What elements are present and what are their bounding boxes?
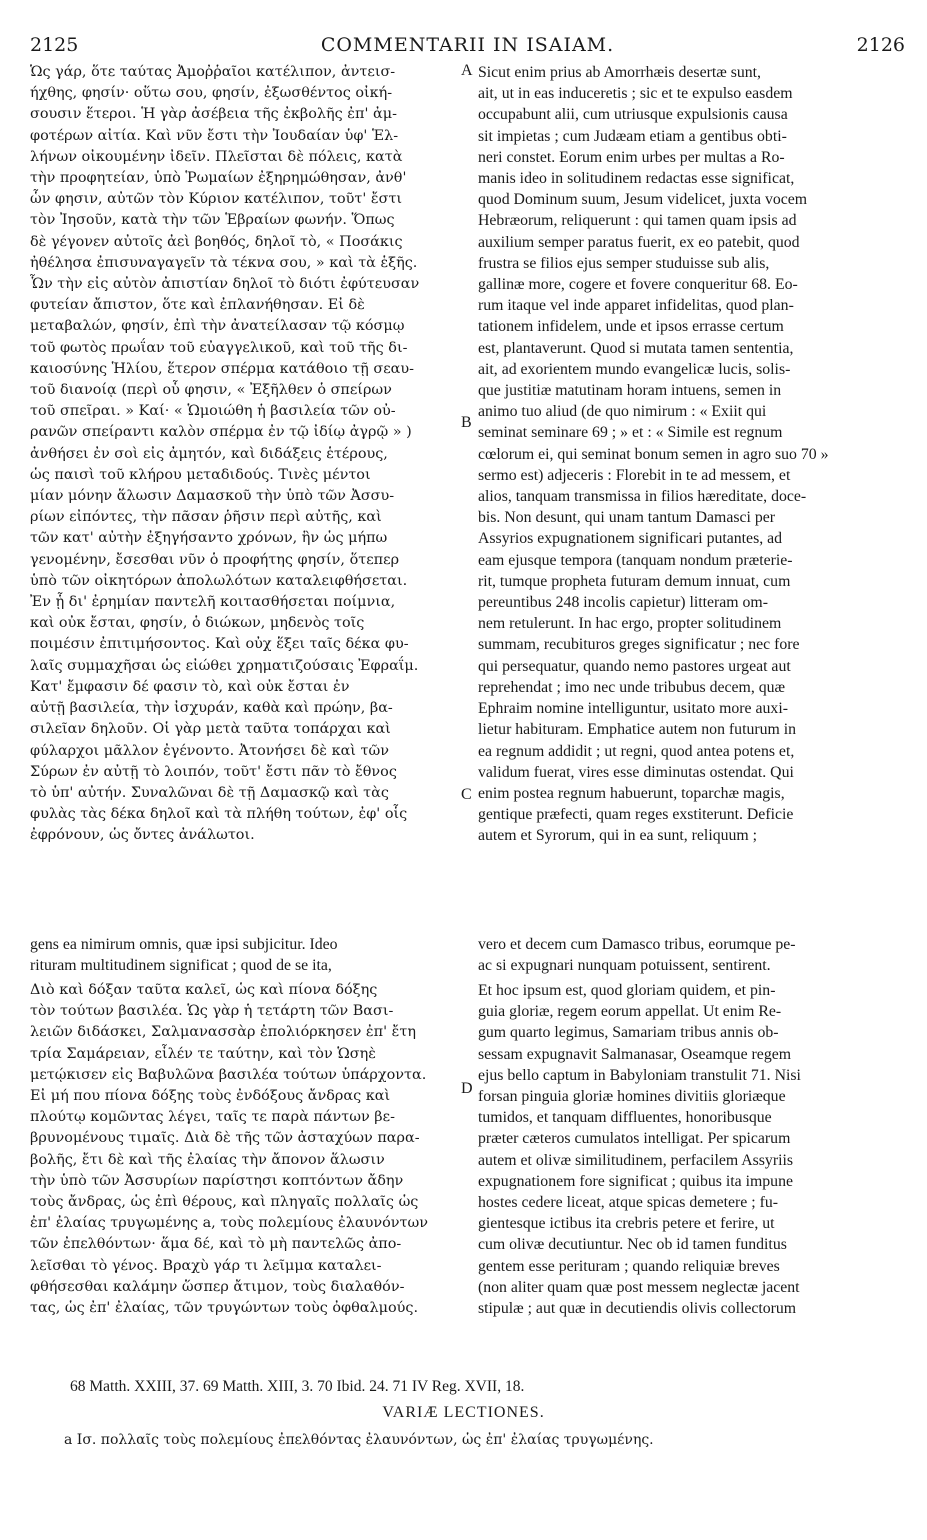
latin-text-line: neri constet. Eorum enim urbes per multas a Ro- <box>478 148 785 166</box>
latin-text-line: reprehendat ; imo nec unde tribubus decem, quæ <box>478 678 786 696</box>
margin-letter-c: C <box>461 786 472 803</box>
latin-text-line: Sicut enim prius ab Amorrhæis desertæ sunt, <box>478 64 762 81</box>
page-number-left: 2125 <box>30 34 79 56</box>
page-number-right: 2126 <box>856 34 905 56</box>
greek-text-line: τὸν Ἰησοῦν, κατὰ τὴν τῶν Ἑβραίων φωνήν. Ὅπως <box>30 212 395 229</box>
greek-text-line: τὸ ὑπ' αὐτήν. Συναλῶναι δὲ τῇ Δαμασκῷ καὶ τὰς <box>30 784 389 801</box>
margin-letter-a: A <box>461 62 473 79</box>
latin-text-line: ea regnum addidit ; ut regni, quod antea potens et, <box>478 742 795 760</box>
greek-text-line: σουσιν ἕτεροι. Ἡ γὰρ ἀσέβεια τῆς ἐκβολῆς ἐπ' ἀμ- <box>30 106 397 123</box>
latin-text-line: bis. Non desunt, qui unam tantum Damasci per <box>478 509 776 527</box>
latin-text-line: que justitiæ matutinam horam intuens, semen in <box>478 382 782 400</box>
latin-text-line: gentem esse perituram ; quando reliquiæ breves <box>478 1257 780 1275</box>
margin-letter-d: D <box>461 1080 473 1097</box>
latin-text-line: tationem infidelem, unde et ipsos errasse certum <box>478 318 784 336</box>
greek-text-line: φοτέρων αἰτία. Καὶ νῦν ἔστι τὴν Ἰουδαίαν ὑφ' Ἑλ- <box>30 127 399 144</box>
greek-text-line: αὐτῇ βασιλεία, τὴν ἰσχυράν, καθὰ καὶ πρώην, βα- <box>30 700 393 717</box>
fullwidth-line-2-left: rituram multitudinem significat ; quod de se ita, <box>30 957 332 974</box>
latin-text-line: pereuntibus 248 incolis capietur) litteram om- <box>478 594 768 612</box>
latin-text-line: qui persequatur, quando nemo pastores urgeat aut <box>478 657 791 675</box>
latin-text-line: auxilium semper paratus fuerit, ex eo patebit, quod <box>478 233 800 251</box>
greek-text-line: βρυνομένους τιμαῖς. Διὰ δὲ τῆς τῶν ἀσταχύων παρα- <box>30 1130 420 1147</box>
latin-text-line: gallinæ more, cogere et fovere conqueritur 68. Eo- <box>478 276 798 294</box>
latin-text-line: rum itaque vel inde apparet infidelitas, quod plan- <box>478 297 794 315</box>
greek-text-line: λαῖς συμμαχῆσαι ὡς εἰώθει χρηματιζούσαις Ἐφραΐμ. <box>30 657 419 674</box>
greek-text-line: λήνων οἰκουμένην ἰδεῖν. Πλεῖσται δὲ πόλεις, κατὰ <box>30 148 403 165</box>
latin-text-line: Assyrios expugnationem significari putantes, ad <box>478 530 783 548</box>
latin-text-line: stipulæ ; aut quæ in decutiendis olivis collectorum <box>478 1300 797 1318</box>
greek-text-line: τοὺς ἄνδρας, ὡς ἐπὶ θέρους, καὶ πληγαῖς πολλαῖς ὡς <box>30 1194 419 1211</box>
latin-column-bottom <box>478 980 906 1319</box>
latin-text-line: summam, recubituros greges significatur ; nec fore <box>478 636 800 654</box>
latin-text-line: tumidos, et tanquam diffluentes, honoribusque <box>478 1109 772 1127</box>
greek-text-line: Διὸ καὶ δόξαν ταῦτα καλεῖ, ὡς καὶ πίονα δόξης <box>30 982 378 998</box>
greek-column-bottom <box>30 980 462 1319</box>
greek-text-line: ποιμέσιν ἐπιτιμήσοντος. Καὶ οὐχ ἕξει ταῖς δέκα φυ- <box>30 636 409 653</box>
greek-text-line: φυτείαν ἄπιστον, ὅτε καὶ ἐπλανήθησαν. Εἰ δὲ <box>30 297 365 314</box>
greek-text-line: Σύρων ἐν αὐτῇ τὸ λοιπόν, τοῦτ' ἔστι πᾶν τὸ ἔθνος <box>30 763 397 780</box>
greek-text-line: τὴν προφητείαν, ὑπὸ Ῥωμαίων ἐξηρημώθησαν, ἀνθ' <box>30 170 407 187</box>
latin-text-line: ait, ad exorientem mundo evangelicæ lucis, solis- <box>478 360 791 378</box>
latin-text-line: ait, ut in eas induceretis ; sic et te expulso easdem <box>478 85 793 103</box>
greek-text-line: τῶν κατ' αὐτὴν ἐξηγήσαντο χρόνων, ἣν ὡς μήπω <box>30 530 388 547</box>
greek-text-line: ἀνθήσει ἐν σοὶ εἰς ἀμητόν, καὶ διδάξεις ἑτέρους, <box>30 445 388 462</box>
latin-text-line: enim postea regnum habuerunt, toparchæ magis, <box>478 784 785 802</box>
latin-text-line: sessam expugnavit Salmanasar, Oseamque regem <box>478 1045 792 1063</box>
running-header <box>30 34 905 60</box>
greek-text-line: ὑπὸ τῶν οἰκητόρων ἀπολωλότων καταλειφθήσεται. <box>30 572 408 589</box>
greek-column-top <box>30 62 462 847</box>
greek-text-line: τας, ὡς ἐπ' ἐλαίας, τῶν τρυγώντων τοὺς ὀφθαλμούς. <box>30 1300 419 1317</box>
greek-text-line: ρανῶν σπείραντι καλὸν σπέρμα ἐν τῷ ἰδίῳ ἀγρῷ » ) <box>30 424 412 441</box>
latin-text-line: Hebræorum, reliquerunt : qui tamen quam ipsis ad <box>478 212 797 230</box>
greek-text-line: λεῖσθαι τὸ γένος. Βραχὺ γάρ τι λεῖμμα καταλει- <box>30 1257 382 1274</box>
greek-text-line: γενομένην, ἔσεσθαι νῦν ὁ προφήτης φησίν, ὅτεπερ <box>30 551 400 568</box>
greek-text-line: φύλαρχοι μᾶλλον ἐγένοντο. Ἀτονήσει δὲ καὶ τῶν <box>30 742 389 759</box>
greek-text-line: μετῴκισεν εἰς Βαβυλῶνα βασιλέα τούτων ὑπάρχοντα. <box>30 1066 427 1083</box>
fullwidth-line-1-right: vero et decem cum Damasco tribus, eorumque pe- <box>478 936 796 953</box>
greek-text-line: δὲ γέγονεν αὐτοῖς ἀεὶ βοηθός, δηλοῖ τὸ, « Ποσάκις <box>30 233 403 250</box>
latin-text-line: nem retulerunt. In hac ergo, propter solitudinem <box>478 615 782 633</box>
latin-text-line: forsan pinguia gloriæ homines divitiis gloriæque <box>478 1088 786 1106</box>
latin-text-line: sit impietas ; cum Judæam etiam a gentibus obti- <box>478 127 787 145</box>
greek-text-line: τὸν τούτων βασιλέα. Ὡς γὰρ ἡ τετάρτη τῶν Βασι- <box>30 1003 394 1020</box>
latin-text-line: est, plantaverunt. Quod si mutata tamen sententia, <box>478 339 794 357</box>
greek-text-line: μίαν μόνην ἅλωσιν Δαμασκοῦ τὴν ὑπὸ τῶν Ἀσσυ- <box>30 488 395 505</box>
latin-text-line: seminat seminare 69 ; » et : « Simile est regnum <box>478 424 783 442</box>
footnotes: 68 Matth. XXIII, 37. 69 Matth. XIII, 3. 70 Ibid. 24. 71 IV Reg. XVII, 18. <box>70 1378 525 1395</box>
latin-text-line: cum olivæ decutiuntur. Nec ob id tamen funditus <box>478 1236 787 1254</box>
greek-text-line: Κατ' ἔμφασιν δέ φασιν τὸ, καὶ οὐκ ἔσται ἐν <box>30 678 350 695</box>
greek-text-line: λειῶν διδάσκει, Σαλμανασσὰρ ἐπολιόρκησεν ἐπ' ἔτη <box>30 1024 416 1041</box>
greek-text-line: καιοσύνης Ἡλίου, ἕτερον σπέρμα κατάθοιο τῇ σεαυ- <box>30 360 414 377</box>
greek-text-line: σιλεῖαν δηλοῦν. Οἱ γὰρ μετὰ ταῦτα τοπάρχαι καὶ <box>30 721 391 738</box>
latin-text-line: alios, tanquam transmissa in filios hæreditate, doce- <box>478 488 807 506</box>
latin-text-line: sermo est) adjeceris : Florebit in te ad messem, et <box>478 466 791 484</box>
greek-text-line: ρίων εἰπόντες, τὴν πᾶσαν ῥῆσιν περὶ αὐτῆς, καὶ <box>30 509 382 526</box>
variae-lectiones-note: a Ισ. πολλαῖς τοὺς πολεμίους ἐπελθόντας ἐλαυνόντων, ὡς ἐπ' ἐλαίας τρυγωμένης. <box>64 1432 654 1448</box>
latin-text-line: Et hoc ipsum est, quod gloriam quidem, et pin- <box>478 982 776 999</box>
latin-text-line: animo tuo aliud (de quo nimirum : « Exiit qui <box>478 403 767 421</box>
greek-text-line: ήχθης, φησίν· οὕτω σου, φησίν, ἐξωσθέντος οἰκή- <box>30 85 393 102</box>
latin-text-line: gientesque ictibus ita crebris petere et ferire, ut <box>478 1215 775 1233</box>
latin-text-line: occupabunt alii, cum utriusque expulsionis causa <box>478 106 788 124</box>
latin-text-line: autem et olivæ similitudinem, perfacilem Assyriis <box>478 1151 794 1169</box>
greek-text-line: τοῦ διανοίᾳ (περὶ οὗ φησιν, « Ἐξῆλθεν ὁ σπείρων <box>30 382 392 399</box>
greek-text-line: Ἐν ᾗ δι' ἐρημίαν παντελῆ κοιτασθήσεται ποίμνια, <box>30 594 396 611</box>
latin-text-line: lietur habituram. Emphatice autem non futurum in <box>478 721 797 739</box>
latin-text-line: ejus bello captum in Babyloniam transtulit 71. Nisi <box>478 1066 801 1084</box>
greek-text-line: τοῦ σπεῖραι. » Καί· « Ὡμοιώθη ἡ βασιλεία τῶν οὐ- <box>30 403 396 420</box>
greek-text-line: τὴν ὑπὸ τῶν Ἀσσυρίων παρίστησι κοπτόντων ἄδην <box>30 1172 404 1189</box>
greek-text-line: φυλὰς τὰς δέκα δηλοῖ καὶ τὰ πλήθη τούτων, ἐφ' οἷς <box>30 806 408 823</box>
latin-text-line: gentique præfecti, quam reges exstiterunt. Deficie <box>478 806 794 824</box>
latin-text-line: præter cæteros cumulatos intelligat. Per spicarum <box>478 1130 791 1148</box>
latin-text-line: guia gloriæ, regem eorum appellat. Ut enim Re- <box>478 1003 782 1021</box>
margin-letter-b: B <box>461 414 472 431</box>
latin-column-top <box>478 62 906 847</box>
latin-text-line: cœlorum ei, qui seminat bonum semen in agro suo 70 » <box>478 445 829 463</box>
greek-text-line: Εἰ μή που πίονα δόξης τοὺς ἐνδόξους ἄνδρας καὶ <box>30 1088 391 1105</box>
greek-text-line: τοῦ φωτὸς πρωΐαν τοῦ εὐαγγελικοῦ, καὶ τοῦ τῆς δι- <box>30 339 408 356</box>
fullwidth-line-1-left: gens ea nimirum omnis, quæ ipsi subjicitur. Ideo <box>30 936 338 953</box>
greek-text-line: ἠθέλησα ἐπισυναγαγεῖν τὰ τέκνα σου, » καὶ τὰ ἑξῆς. <box>30 254 418 271</box>
running-title: COMMENTARII IN ISAIAM. <box>320 34 615 56</box>
latin-text-line: rit, tumque propheta futuram demum innuat, cum <box>478 572 791 590</box>
greek-text-line: Ὡς γάρ, ὅτε ταύτας Ἀμοῤῥαῖοι κατέλιπον, ἀντεισ- <box>30 64 396 80</box>
greek-text-line: τῶν ἐπελθόντων· ἅμα δέ, καὶ τὸ μὴ παντελῶς ἀπο- <box>30 1236 402 1253</box>
variae-lectiones-title: VARIÆ LECTIONES. <box>382 1404 545 1421</box>
greek-text-line: μεταβαλών, φησίν, ἐπὶ τὴν ἀνατείλασαν τῷ κόσμῳ <box>30 318 405 335</box>
greek-text-line: τρία Σαμάρειαν, εἷλέν τε ταύτην, καὶ τὸν Ὡσηὲ <box>30 1045 376 1062</box>
latin-text-line: Ephraim nomine intelliguntur, usitato more auxi- <box>478 700 788 718</box>
latin-text-line: (non aliter quam quæ post messem neglectæ jacent <box>478 1278 800 1296</box>
greek-text-line: Ὧν τὴν εἰς αὐτὸν ἀπιστίαν δηλοῖ τὸ διότι ἐφύτευσαν <box>30 276 420 293</box>
greek-text-line: βολῆς, ἔτι δὲ καὶ τῆς ἐλαίας τὴν ἄπονον ἅλωσιν <box>30 1151 385 1168</box>
latin-text-line: autem et Syrorum, qui in ea sunt, reliquum ; <box>478 827 758 845</box>
latin-text-line: validum fuerat, vires esse diminutas ostendat. Qui <box>478 763 794 781</box>
greek-text-line: ὧν φησιν, αὐτῶν τὸν Κύριον κατέλιπον, τοῦτ' ἔστι <box>30 191 403 208</box>
latin-text-line: hostes cedere liceat, atque spicas demetere ; fu- <box>478 1194 778 1212</box>
latin-text-line: manis ideo in solitudinem redactas esse significat, <box>478 170 795 188</box>
latin-text-line: quod Dominum suum, Jesum videlicet, juxta vocem <box>478 191 808 209</box>
greek-text-line: πλούτῳ κομῶντας λέγει, ταῖς τε παρὰ πάντων βε- <box>30 1109 395 1126</box>
greek-text-line: ἐπ' ἐλαίας τρυγωμένης a, τοὺς πολεμίους ἐλαυνόντων <box>30 1215 428 1232</box>
latin-text-line: frustra se filios ejus semper studuisse sub alis, <box>478 254 770 272</box>
greek-text-line: ἐφρόνουν, ὡς ὄντες ἀνάλωτοι. <box>30 827 255 844</box>
fullwidth-line-2-right: ac si expugnari nunquam potuissent, sentirent. <box>478 957 771 974</box>
greek-text-line: φθήσεσθαι καλάμην ὥσπερ ἄτιμον, τοὺς διαλαθόν- <box>30 1278 405 1295</box>
latin-text-line: eam ejusque tempora (tanquam nondum præterie- <box>478 551 793 569</box>
latin-text-line: expugnationem fore significat ; quibus ita impune <box>478 1172 793 1190</box>
latin-text-line: gum quarto legimus, Samariam tribus annis ob- <box>478 1024 779 1042</box>
greek-text-line: ὡς παισὶ τοῦ κλήρου μεταδιδούς. Τινὲς μέντοι <box>30 466 371 483</box>
greek-text-line: καὶ οὐκ ἔσται, φησίν, ὁ διώκων, μηδενὸς τοῖς <box>30 615 365 632</box>
